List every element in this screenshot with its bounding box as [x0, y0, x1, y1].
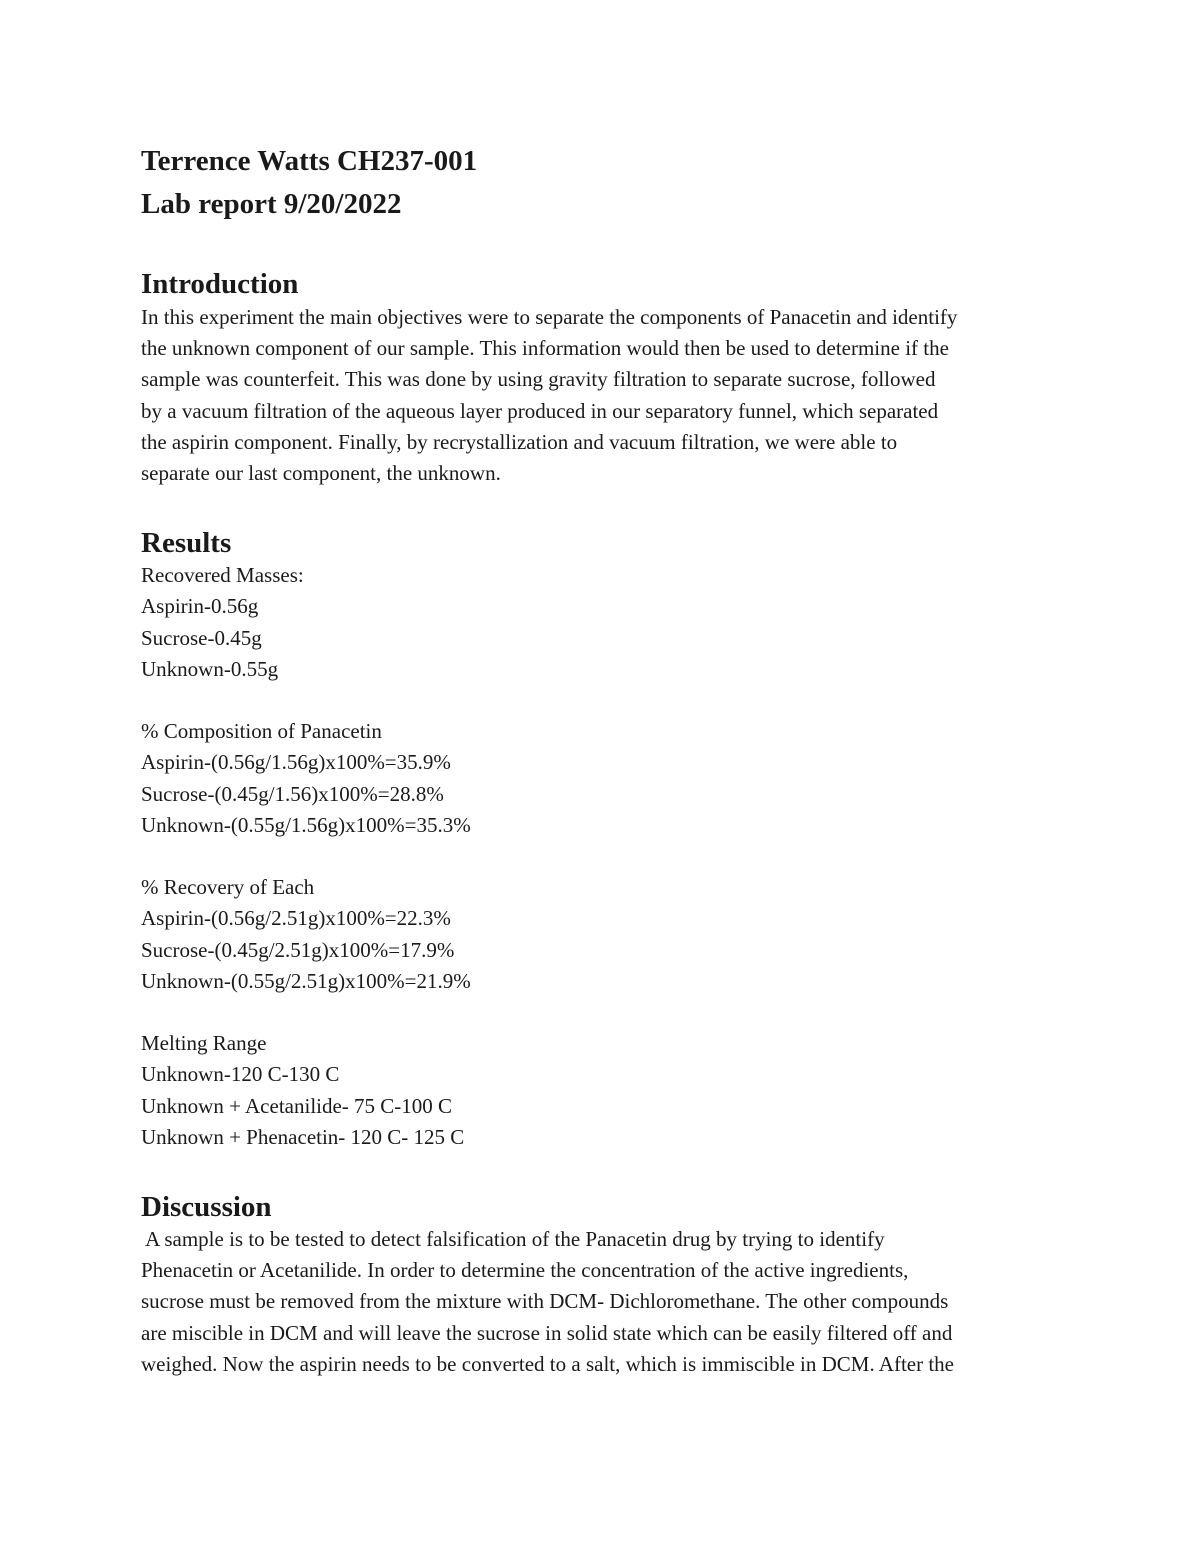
melting-item: Unknown + Phenacetin- 120 C- 125 C	[141, 1124, 465, 1149]
discussion-line: Phenacetin or Acetanilide. In order to determine the concentration of the active ingredients,	[141, 1258, 909, 1283]
results-body	[141, 560, 1071, 1153]
melting-range-label: Melting Range	[141, 1031, 267, 1056]
introduction-heading: Introduction	[141, 268, 299, 300]
melting-item: Unknown + Acetanilide- 75 C-100 C	[141, 1093, 453, 1118]
melting-item: Unknown-120 C-130 C	[141, 1062, 340, 1087]
introduction-line: the aspirin component. Finally, by recrystallization and vacuum filtration, we were able to	[141, 429, 898, 454]
discussion-heading: Discussion	[141, 1191, 272, 1224]
report-date-line: Lab report 9/20/2022	[141, 188, 402, 220]
introduction-line: the unknown component of our sample. This information would then be used to determine if the	[141, 336, 949, 361]
blank-line	[141, 685, 1071, 716]
recovered-masses-label: Recovered Masses:	[141, 563, 304, 588]
composition-item: Unknown-(0.55g/1.56g)x100%=35.3%	[141, 812, 471, 837]
discussion-line: weighed. Now the aspirin needs to be converted to a salt, which is immiscible in DCM. After the	[141, 1351, 954, 1376]
introduction-line: In this experiment the main objectives were to separate the components of Panacetin and identify	[141, 305, 958, 329]
author-course-line: Terrence Watts CH237-001	[141, 145, 478, 177]
introduction-line: by a vacuum filtration of the aqueous layer produced in our separatory funnel, which separated	[141, 398, 939, 423]
introduction-line: sample was counterfeit. This was done by using gravity filtration to separate sucrose, followed	[141, 367, 936, 392]
discussion-line: sucrose must be removed from the mixture with DCM- Dichloromethane. The other compounds	[141, 1289, 949, 1314]
discussion-line: A sample is to be tested to detect falsification of the Panacetin drug by trying to identify	[141, 1227, 885, 1252]
recovery-item: Sucrose-(0.45g/2.51g)x100%=17.9%	[141, 937, 455, 962]
mass-item: Unknown-0.55g	[141, 656, 279, 681]
introduction-paragraph	[141, 302, 1071, 489]
discussion-paragraph	[141, 1224, 1071, 1380]
blank-line	[141, 841, 1071, 872]
results-heading: Results	[141, 527, 232, 560]
blank-line	[141, 997, 1071, 1028]
discussion-line: are miscible in DCM and will leave the sucrose in solid state which can be easily filtered off and	[141, 1320, 953, 1345]
composition-item: Sucrose-(0.45g/1.56)x100%=28.8%	[141, 781, 444, 806]
document-page	[141, 140, 1071, 1380]
composition-item: Aspirin-(0.56g/1.56g)x100%=35.9%	[141, 750, 451, 775]
mass-item: Aspirin-0.56g	[141, 594, 259, 619]
introduction-line: separate our last component, the unknown.	[141, 461, 501, 486]
recovery-label: % Recovery of Each	[141, 875, 315, 900]
mass-item: Sucrose-0.45g	[141, 625, 262, 650]
recovery-item: Aspirin-(0.56g/2.51g)x100%=22.3%	[141, 906, 451, 931]
composition-label: % Composition of Panacetin	[141, 719, 382, 744]
recovery-item: Unknown-(0.55g/2.51g)x100%=21.9%	[141, 968, 471, 993]
